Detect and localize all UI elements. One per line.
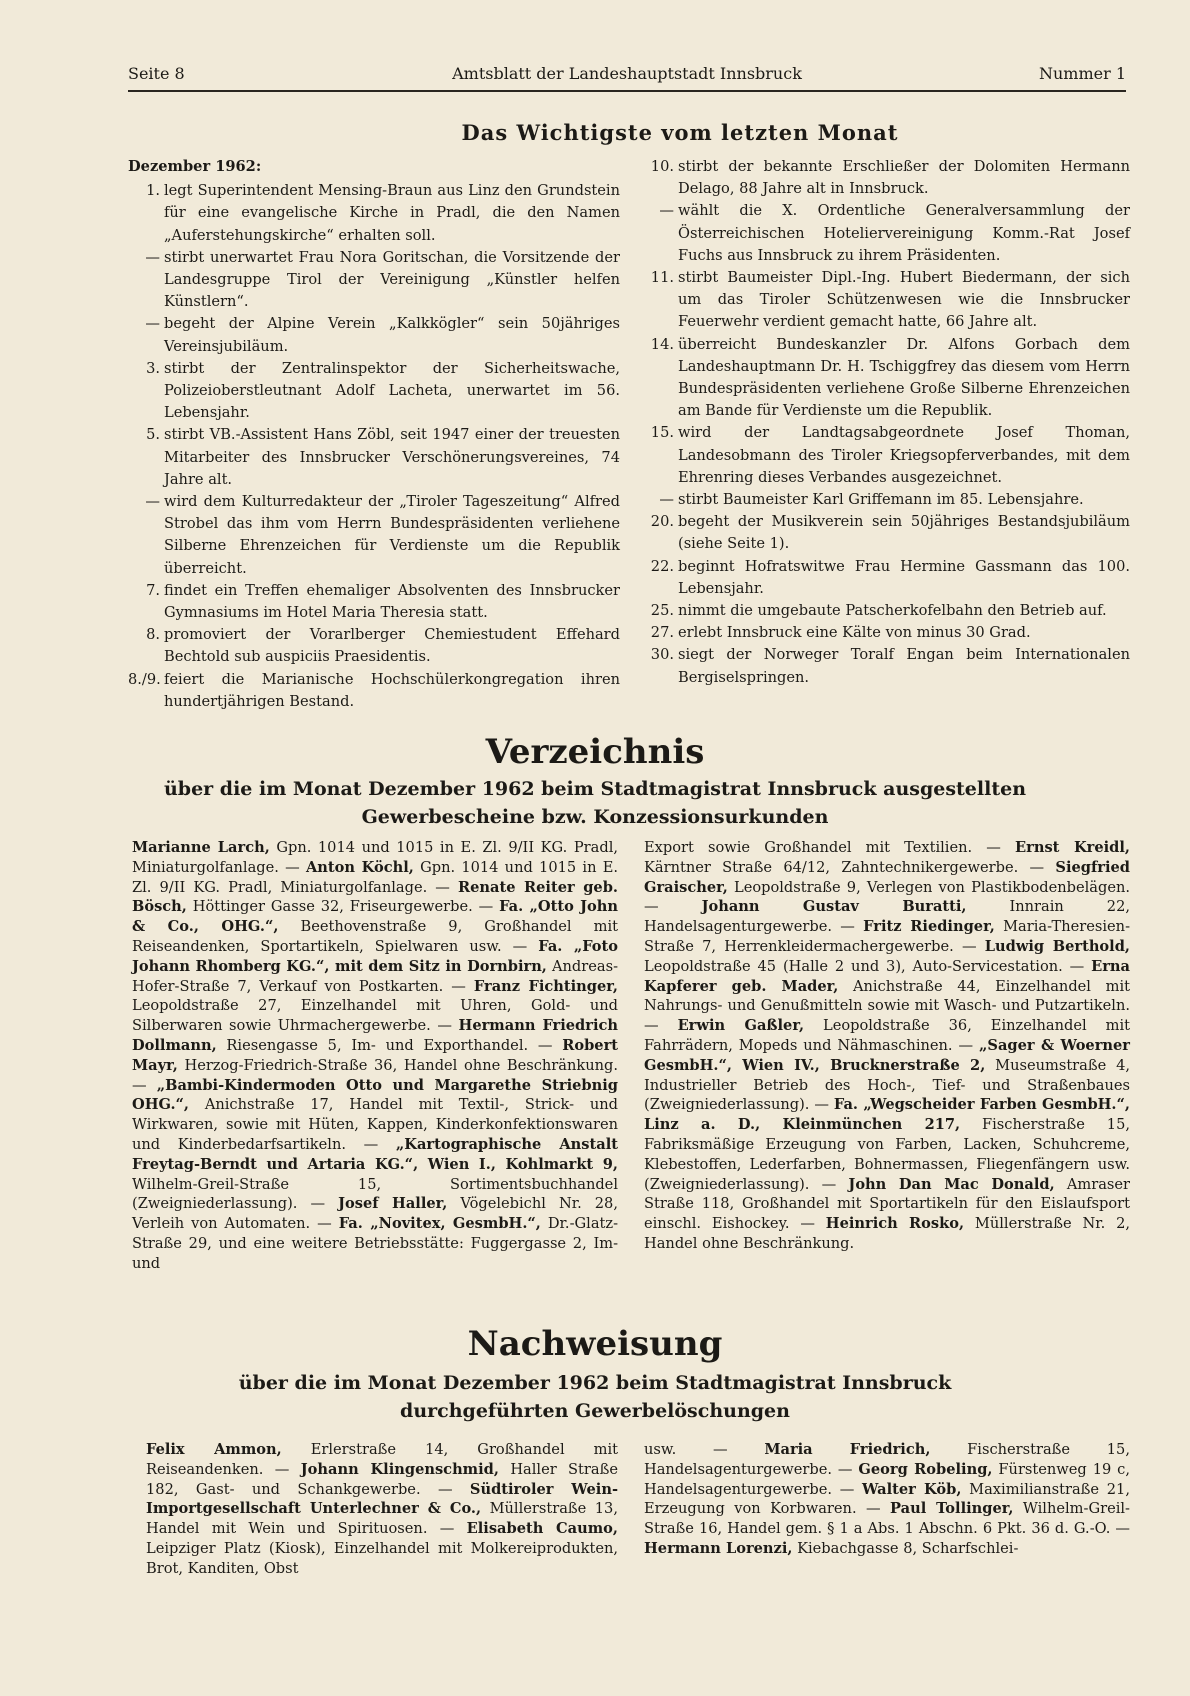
chronicle-entry bbox=[642, 511, 1130, 555]
licensee-name: Fa. „Novitex, GesmbH.“, bbox=[338, 1215, 541, 1233]
entry-date: 30. bbox=[650, 646, 674, 664]
entry-date: 1. bbox=[146, 182, 160, 200]
entry-date: 5. bbox=[146, 426, 160, 444]
chronicle-left-column bbox=[128, 156, 620, 713]
verzeichnis-text-right bbox=[644, 838, 1130, 1254]
licensee-name: Hermann Lorenzi, bbox=[644, 1539, 793, 1557]
licensee-name: Fa. „Foto Johann Rhomberg KG.“, mit dem Sitz in Dornbirn, bbox=[132, 937, 618, 975]
licensee-name: Südtiroler Wein-Importgesellschaft Unterlechner & Co., bbox=[146, 1480, 619, 1518]
entry-date: 8. bbox=[146, 626, 160, 644]
entry-text: stirbt Baumeister Karl Griffemann im 85. Lebensjahre. bbox=[678, 491, 1084, 509]
entry-date: — bbox=[145, 493, 160, 511]
entry-text: nimmt die umgebaute Patscherkofelbahn den Betrieb auf. bbox=[678, 602, 1107, 620]
chronicle-entries-right bbox=[642, 156, 1130, 689]
entry-details: Maximilianstraße 21, Erzeugung von Korbwaren. — bbox=[644, 1480, 1130, 1518]
chronicle-entry bbox=[642, 200, 1130, 267]
chronicle-entry bbox=[642, 489, 1130, 511]
licensee-name: Ernst Kreidl, bbox=[1015, 839, 1131, 856]
chronicle-month: Dezember 1962: bbox=[128, 158, 262, 175]
entry-details: Innrain 22, Handelsagenturgewerbe. — bbox=[644, 898, 1130, 936]
licensee-name: Georg Robeling, bbox=[858, 1460, 993, 1478]
verzeichnis-text-left bbox=[132, 838, 618, 1274]
entry-details: Fischerstraße 15, Handelsagenturgewerbe. — bbox=[644, 1441, 1130, 1478]
licensee-name: „Kartographische Anstalt Freytag-Berndt und Artaria KG.“, Wien I., Kohlmarkt 9, bbox=[132, 1135, 618, 1173]
entry-text: begeht der Musikverein sein 50jähriges Bestandsjubiläum (siehe Seite 1). bbox=[678, 513, 1130, 553]
entry-date: — bbox=[145, 248, 160, 266]
entry-details: Maria-Theresien-Straße 7, Herrenkleidermachergewerbe. — bbox=[644, 918, 1130, 955]
entry-text: feiert die Marianische Hochschülerkongregation ihren hundertjährigen Bestand. bbox=[164, 670, 620, 710]
chronicle-entry bbox=[642, 156, 1130, 200]
licensee-name: Erna Kapferer geb. Mader, bbox=[644, 957, 1130, 995]
chronicle-entry bbox=[128, 180, 620, 247]
verzeichnis-subtitle-2: Gewerbescheine bzw. Konzessionsurkunden bbox=[361, 806, 829, 828]
entry-date: — bbox=[659, 202, 674, 220]
entry-details: Vögelebichl Nr. 28, Verleih von Automaten. — bbox=[132, 1195, 618, 1233]
section-title-nachweisung: Nachweisung bbox=[467, 1324, 723, 1364]
entry-details: Wilhelm-Greil-Straße 15, Sortimentsbuchhandel (Zweigniederlassung). — bbox=[132, 1175, 618, 1213]
entry-date: 14. bbox=[650, 335, 674, 353]
licensee-name: Siegfried Graischer, bbox=[644, 858, 1130, 896]
entry-text: stirbt der Zentralinspektor der Sicherheitswache, Polizeioberstleutnant Adolf Lacheta, unerwartet im 56. Lebensjahr. bbox=[164, 359, 620, 422]
chronicle-entry bbox=[642, 267, 1130, 334]
entry-details: Riesengasse 5, Im- und Exporthandel. — bbox=[216, 1036, 563, 1054]
entry-details: Müllerstraße Nr. 2, Handel ohne Beschränkung. bbox=[644, 1215, 1130, 1252]
entry-text: beginnt Hofratswitwe Frau Hermine Gassmann das 100. Lebensjahr. bbox=[678, 557, 1130, 597]
entry-details: Dr.-Glatz-Straße 29, und eine weitere Betriebsstätte: Fuggergasse 2, Im- und bbox=[132, 1215, 619, 1272]
licensee-name: Fa. „Wegscheider Farben GesmbH.“, Linz a. D., Kleinmünchen 217, bbox=[644, 1096, 1130, 1134]
entry-details: Haller Straße 182, Gast- und Schankgewerbe. — bbox=[146, 1460, 618, 1498]
entry-details: Anichstraße 17, Handel mit Textil-, Strick- und Wirkwaren, sowie mit Hüten, Kappen, Kinderkonfektionswaren und Kinderbedarfsartikeln. — bbox=[132, 1096, 618, 1153]
licensee-name: Josef Haller, bbox=[338, 1195, 448, 1213]
licensee-name: Fritz Riedinger, bbox=[863, 918, 995, 936]
entry-text: stirbt der bekannte Erschließer der Dolomiten Hermann Delago, 88 Jahre alt in Innsbruck. bbox=[678, 158, 1130, 198]
licensee-name: Anton Köchl, bbox=[305, 858, 414, 876]
entry-text: wählt die X. Ordentliche Generalversammlung der Österreichischen Hoteliervereinigung Komm.-Rat Josef Fuchs aus Innsbruck zu ihrem Präsidenten. bbox=[678, 202, 1130, 264]
entry-details: Fischerstraße 15, Fabriksmäßige Erzeugung von Farben, Lacken, Schuhcreme, Klebestoffen, Lederfarben, Bohnermassen, Fliegenfängern usw. (Zweigniederlassung). — bbox=[644, 1116, 1130, 1193]
entry-details: Leopoldstraße 36, Einzelhandel mit Fahrrädern, Mopeds und Nähmaschinen. — bbox=[644, 1017, 1130, 1054]
issue-number: Nummer 1 bbox=[1038, 64, 1126, 83]
entry-details: Gpn. 1014 und 1015 in E. Zl. 9/II KG. Pradl, Miniaturgolfanlage. — bbox=[132, 858, 618, 896]
entry-details: Amraser Straße 118, Großhandel mit Sportartikeln für den Eislaufsport einschl. Eishockey. — bbox=[644, 1175, 1131, 1233]
entry-text: überreicht Bundeskanzler Dr. Alfons Gorbach dem Landeshauptmann Dr. H. Tschiggfrey das diesem vom Herrn Bundespräsidenten verliehene Große Silberne Ehrenzeichen am Bande für Verdienste um die Republik. bbox=[678, 335, 1130, 420]
section-title-wichtigste: Das Wichtigste vom letzten Monat bbox=[461, 120, 899, 145]
entry-details: Fürstenweg 19 c, Handelsagenturgewerbe. — bbox=[644, 1460, 1130, 1498]
chronicle-right-column bbox=[642, 156, 1130, 689]
chronicle-entry bbox=[642, 556, 1130, 600]
entry-text: stirbt unerwartet Frau Nora Goritschan, die Vorsitzende der Landesgruppe Tirol der Vereinigung „Künstler helfen Künstlern“. bbox=[164, 248, 620, 311]
entry-text: wird dem Kulturredakteur der „Tiroler Tageszeitung“ Alfred Strobel das ihm vom Herrn Bundespräsidenten verliehene Silberne Ehrenzeichen für Verdienste um die Republik überreicht. bbox=[164, 493, 620, 577]
header-rule bbox=[128, 90, 1126, 92]
entry-text: stirbt Baumeister Dipl.-Ing. Hubert Biedermann, der sich um das Tiroler Schützenwesen wie die Innsbrucker Feuerwehr verdient gemacht hatte, 66 Jahre alt. bbox=[678, 269, 1130, 331]
licensee-name: Robert Mayr, bbox=[132, 1036, 618, 1074]
chronicle-entry bbox=[128, 247, 620, 314]
page-number: Seite 8 bbox=[128, 64, 185, 83]
entry-details: Beethovenstraße 9, Großhandel mit Reiseandenken, Sportartikeln, Spielwaren usw. — bbox=[132, 918, 619, 955]
licensee-name: Ludwig Berthold, bbox=[984, 937, 1130, 955]
entry-details: Leipziger Platz (Kiosk), Einzelhandel mit Molkereiprodukten, Brot, Kanditen, Obst bbox=[146, 1539, 618, 1577]
entry-details: Anichstraße 44, Einzelhandel mit Nahrungs- und Genußmitteln sowie mit Wasch- und Putzartikeln. — bbox=[644, 977, 1130, 1035]
entry-details: Höttinger Gasse 32, Friseurgewerbe. — bbox=[186, 898, 500, 916]
licensee-name: „Bambi-Kindermoden Otto und Margarethe Striebnig OHG.“, bbox=[132, 1076, 618, 1114]
licensee-name: Paul Tollinger, bbox=[890, 1500, 1014, 1518]
entry-text: findet ein Treffen ehemaliger Absolventen des Innsbrucker Gymnasiums im Hotel Maria Theresia statt. bbox=[164, 581, 620, 622]
licensee-name: Franz Fichtinger, bbox=[473, 977, 618, 995]
licensee-name: Heinrich Rosko, bbox=[825, 1215, 965, 1233]
entry-text: stirbt VB.-Assistent Hans Zöbl, seit 1947 einer der treuesten Mitarbeiter des Innsbrucker Verschönerungsvereines, 74 Jahre alt. bbox=[164, 426, 620, 488]
entry-date: — bbox=[659, 491, 674, 509]
licensee-name: Hermann Friedrich Dollmann, bbox=[132, 1017, 618, 1054]
entry-date: 20. bbox=[650, 513, 674, 531]
entry-date: 11. bbox=[650, 269, 674, 287]
entry-date: 27. bbox=[650, 624, 674, 642]
running-header bbox=[128, 64, 1126, 90]
entry-details: Export sowie Großhandel mit Textilien. — bbox=[644, 839, 1016, 856]
nachweisung-text-right bbox=[644, 1440, 1130, 1559]
entry-date: 3. bbox=[146, 359, 160, 377]
chronicle-entry bbox=[642, 644, 1130, 688]
entry-text: siegt der Norweger Toralf Engan beim Internationalen Bergiselspringen. bbox=[678, 646, 1130, 686]
entry-details: Wilhelm-Greil-Straße 16, Handel gem. § 1 a Abs. 1 Abschn. 6 Pkt. 36 d. G.-O. — bbox=[644, 1500, 1130, 1538]
entry-details: Kärntner Straße 64/12, Zahntechnikergewerbe. — bbox=[644, 858, 1056, 876]
licensee-name: Elisabeth Caumo, bbox=[466, 1520, 618, 1538]
chronicle-entry bbox=[128, 313, 620, 357]
entry-details: Kiebachgasse 8, Scharfschlei- bbox=[792, 1539, 1019, 1557]
entry-details: Andreas-Hofer-Straße 7, Verkauf von Postkarten. — bbox=[132, 957, 618, 995]
entry-details: Leopoldstraße 9, Verlegen von Plastikbodenbelägen. — bbox=[644, 878, 1130, 916]
licensee-name: Felix Ammon, bbox=[146, 1441, 282, 1458]
entry-details: Müllerstraße 13, Handel mit Wein und Spirituosen. — bbox=[146, 1500, 618, 1538]
publication-title: Amtsblatt der Landeshauptstadt Innsbruck bbox=[452, 64, 802, 83]
entry-text: legt Superintendent Mensing-Braun aus Linz den Grundstein für eine evangelische Kirche in Pradl, die den Namen „Auferstehungskirche“ erhalten soll. bbox=[164, 182, 620, 244]
chronicle-entry bbox=[642, 422, 1130, 489]
entry-date: 7. bbox=[146, 581, 160, 599]
licensee-name: „Sager & Woerner GesmbH.“, Wien IV., Brucknerstraße 2, bbox=[644, 1036, 1130, 1074]
licensee-name: Johann Klingenschmid, bbox=[300, 1460, 499, 1478]
chronicle-entry bbox=[128, 580, 620, 624]
entry-details: Gpn. 1014 und 1015 in E. Zl. 9/II KG. Pradl, Miniaturgolfanlage. — bbox=[132, 839, 618, 876]
nachweisung-subtitle-1: über die im Monat Dezember 1962 beim Stadtmagistrat Innsbruck bbox=[238, 1372, 952, 1394]
entry-details: usw. — bbox=[644, 1441, 765, 1458]
chronicle-entry bbox=[642, 622, 1130, 644]
chronicle-entry bbox=[642, 600, 1130, 622]
entry-details: Museumstraße 4, Industrieller Betrieb des Hoch-, Tief- und Straßenbaues (Zweigniederlassung). — bbox=[644, 1056, 1130, 1114]
section-title-verzeichnis: Verzeichnis bbox=[485, 732, 705, 772]
verzeichnis-subtitle-1: über die im Monat Dezember 1962 beim Stadtmagistrat Innsbruck ausgestellten bbox=[163, 778, 1027, 800]
entry-details: Leopoldstraße 45 (Halle 2 und 3), Auto-Servicestation. — bbox=[644, 957, 1092, 975]
entry-date: 22. bbox=[650, 557, 674, 575]
licensee-name: Marianne Larch, bbox=[132, 839, 270, 856]
chronicle-entry bbox=[128, 669, 620, 713]
entry-text: erlebt Innsbruck eine Kälte von minus 30 Grad. bbox=[678, 624, 1031, 642]
licensee-name: Maria Friedrich, bbox=[764, 1441, 931, 1458]
licensee-name: Erwin Gaßler, bbox=[677, 1017, 805, 1035]
entry-date: — bbox=[145, 315, 160, 333]
entry-date: 10. bbox=[650, 158, 674, 175]
nachweisung-subtitle-2: durchgeführten Gewerbelöschungen bbox=[400, 1400, 790, 1422]
chronicle-entries-left bbox=[128, 180, 620, 713]
chronicle-entry bbox=[642, 334, 1130, 423]
entry-date: 15. bbox=[650, 424, 674, 442]
entry-details: Leopoldstraße 27, Einzelhandel mit Uhren, Gold- und Silberwaren sowie Uhrmachergewerbe. — bbox=[132, 997, 618, 1035]
licensee-name: Fa. „Otto John & Co., OHG.“, bbox=[132, 898, 618, 936]
entry-text: wird der Landtagsabgeordnete Josef Thoman, Landesobmann des Tiroler Kriegsopferverbandes, mit dem Ehrenring dieses Verbandes ausgezeichnet. bbox=[678, 424, 1130, 486]
entry-details: Erlerstraße 14, Großhandel mit Reiseandenken. — bbox=[146, 1441, 618, 1478]
chronicle-entry bbox=[128, 424, 620, 491]
nachweisung-text-left bbox=[146, 1440, 618, 1579]
entry-date: 25. bbox=[650, 602, 674, 620]
entry-text: begeht der Alpine Verein „Kalkkögler“ sein 50jähriges Vereinsjubiläum. bbox=[164, 315, 620, 355]
entry-date: 8./9. bbox=[128, 670, 161, 688]
entry-text: promoviert der Vorarlberger Chemiestudent Effehard Bechtold sub auspiciis Praesidentis. bbox=[164, 626, 620, 666]
licensee-name: Walter Köb, bbox=[862, 1480, 962, 1498]
licensee-name: Renate Reiter geb. Bösch, bbox=[132, 878, 618, 916]
chronicle-entry bbox=[128, 491, 620, 580]
licensee-name: John Dan Mac Donald, bbox=[848, 1175, 1055, 1193]
chronicle-entry bbox=[128, 624, 620, 668]
entry-details: Herzog-Friedrich-Straße 36, Handel ohne Beschränkung. — bbox=[132, 1056, 618, 1094]
licensee-name: Johann Gustav Buratti, bbox=[701, 898, 967, 916]
chronicle-entry bbox=[128, 358, 620, 425]
